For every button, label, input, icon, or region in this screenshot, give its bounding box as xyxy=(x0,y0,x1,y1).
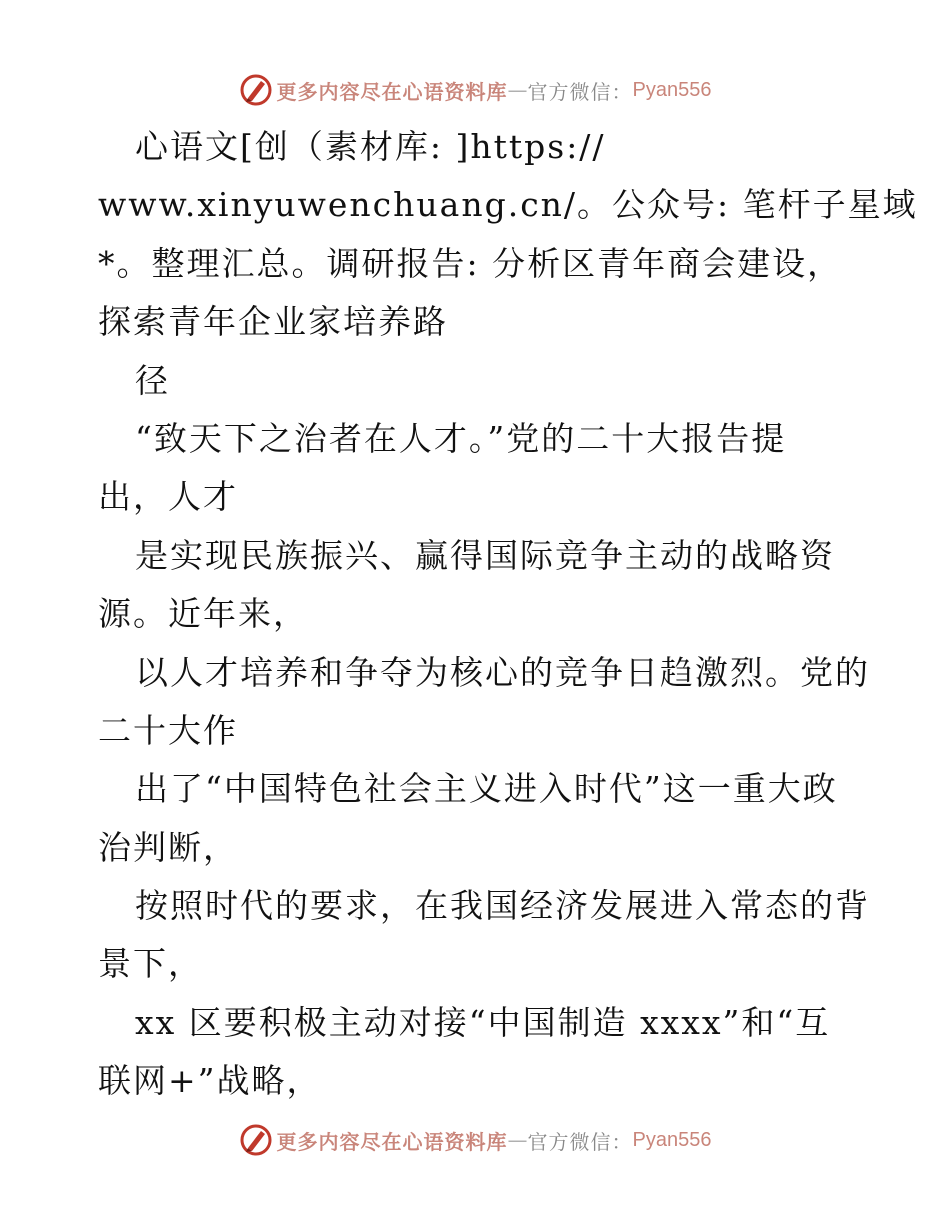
body-line: 源。近年来， xyxy=(98,594,308,634)
banner-dash: — xyxy=(507,78,528,102)
body-line: 联网+”战略， xyxy=(98,1061,322,1101)
body-line: 按照时代的要求，在我国经济发展进入常态的背 xyxy=(135,886,870,926)
body-line: 出了“中国特色社会主义进入时代”这一重大政 xyxy=(135,769,838,809)
body-line: 探索青年企业家培养路 xyxy=(98,302,448,342)
body-line: 心语文[创（素材库: ]https:// xyxy=(135,127,606,166)
document-body xyxy=(98,118,918,1111)
body-line: “致天下之治者在人才。”党的二十大报告提 xyxy=(135,418,787,458)
body-line: 景下， xyxy=(98,944,203,984)
body-line: www.xinyuwenchuang.cn/。公众号: 笔杆子星域 xyxy=(98,185,918,225)
banner-wechat-label: 官方微信： xyxy=(527,1129,633,1154)
banner-wechat-id: Pyan556 xyxy=(632,1128,712,1151)
brush-logo-icon xyxy=(239,1123,273,1157)
header-banner xyxy=(0,70,950,110)
body-line: 以人才培养和争夺为核心的竞争日趋激烈。党的 xyxy=(135,652,870,692)
body-line: *。整理汇总。调研报告: 分析区青年商会建设， xyxy=(98,243,843,283)
footer-banner xyxy=(0,1120,950,1160)
body-line: xx 区要积极主动对接“中国制造 xxxx”和“互 xyxy=(135,1002,831,1042)
banner-wechat-label: 官方微信： xyxy=(527,79,633,104)
body-line: 二十大作 xyxy=(98,710,238,750)
brush-logo-icon xyxy=(239,73,273,107)
body-line: 治判断， xyxy=(98,827,238,867)
banner-text: 更多内容尽在心语资料库 xyxy=(276,79,508,104)
body-line: 径 xyxy=(135,360,170,400)
banner-text: 更多内容尽在心语资料库 xyxy=(276,1129,508,1154)
body-line: 是实现民族振兴、赢得国际竞争主动的战略资 xyxy=(135,535,835,575)
body-line: 出，人才 xyxy=(98,477,238,517)
banner-dash: — xyxy=(507,1128,528,1152)
banner-wechat-id: Pyan556 xyxy=(632,78,712,101)
